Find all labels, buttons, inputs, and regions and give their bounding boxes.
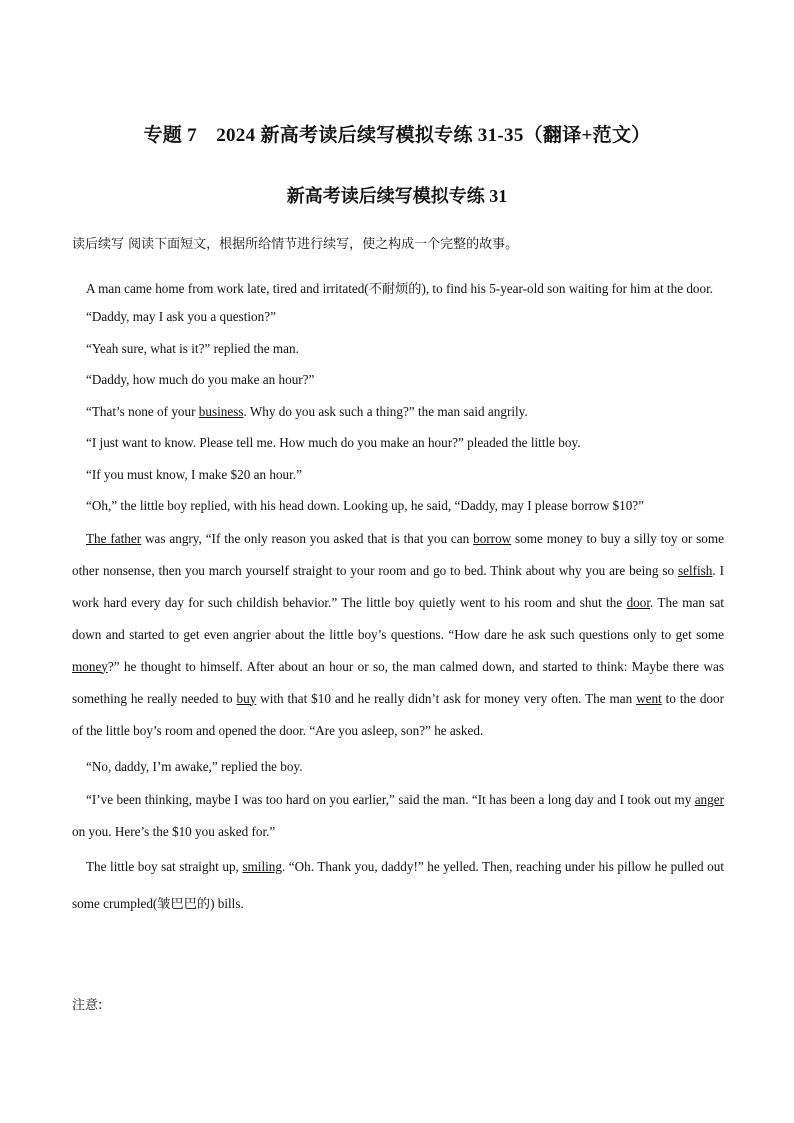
task-instruction: 读后续写 阅读下面短文，根据所给情节进行续写，使之构成一个完整的故事。 (72, 237, 519, 252)
document-title: 专题 7 2024 新高考读后续写模拟专练 31-35（翻译+范文） (143, 125, 651, 146)
story-paragraph-10: “No, daddy, I’m awake,” replied the boy. (86, 758, 303, 774)
story-body (72, 271, 724, 933)
text-segment: . I work hard every day for such childish behavior.” The little boy quietly went to his room and shut the (72, 562, 724, 610)
text-segment: some money to buy a silly toy or some other nonsense, then you march yourself straight to your room and go to bed. Think about why you are being so (72, 530, 725, 578)
story-paragraph-7: “If you must know, I make $20 an hour.” (86, 466, 302, 482)
story-paragraph-3: “Yeah sure, what is it?” replied the man. (86, 340, 299, 356)
story-paragraph-12 (72, 848, 724, 922)
text-segment: . The man sat down and started to get even angrier about the little boy’s questions. “How dare he ask such questions only to get some (72, 594, 724, 642)
story-paragraph-2: “Daddy, may I ask you a question?” (86, 309, 276, 324)
note-label: 注意: (72, 998, 103, 1013)
story-paragraph-6: “I just want to know. Please tell me. How much do you make an hour?” pleaded the little boy. (86, 435, 581, 450)
document-subtitle: 新高考读后续写模拟专练 31 (286, 186, 508, 206)
underlined-word: went (636, 690, 662, 706)
text-segment: “That’s none of your (86, 403, 199, 419)
underlined-word: buy (236, 690, 257, 706)
underlined-word: money (72, 658, 108, 674)
underlined-word: anger (694, 792, 724, 807)
story-paragraph-11 (72, 784, 724, 848)
text-segment: was angry, “If the only reason you asked that is that you can (141, 530, 474, 546)
story-paragraph-8: “Oh,” the little boy replied, with his head down. Looking up, he said, “Daddy, may I please borrow $10?” (86, 498, 645, 513)
underlined-word: smiling (242, 859, 282, 874)
story-paragraph-5 (72, 402, 724, 422)
underlined-word: door (626, 594, 651, 610)
story-paragraph-4: “Daddy, how much do you make an hour?” (86, 372, 315, 387)
text-segment: The little boy sat straight up, (86, 859, 243, 874)
text-segment: on you. Here’s the $10 you asked for.” (72, 824, 276, 839)
text-segment: . “Oh. Thank you, daddy!” he yelled. Then, reaching under his pillow he pulled out some crumpled(皱巴巴的) bills. (72, 859, 724, 911)
text-segment: . Why do you ask such a thing?” the man said angrily. (243, 403, 528, 419)
text-segment: with that $10 and he really didn’t ask for money very often. The man (256, 690, 637, 706)
story-paragraph-9 (72, 523, 724, 747)
story-paragraph-1: A man came home from work late, tired and irritated(不耐烦的), to find his 5-year-old son waiting for him at the door. (86, 281, 714, 296)
underlined-word: selfish (677, 562, 713, 578)
underlined-word: The father (86, 530, 142, 546)
text-segment: to the door of the little boy’s room and opened the door. “Are you asleep, son?” he asked. (72, 690, 724, 738)
text-segment: “I’ve been thinking, maybe I was too hard on you earlier,” said the man. “It has been a long day and I took out my (86, 792, 695, 807)
underlined-word: business (198, 403, 244, 419)
text-segment: ?” he thought to himself. After about an hour or so, the man calmed down, and started to think: Maybe there was something he really needed to (72, 658, 724, 706)
underlined-word: borrow (473, 530, 512, 546)
